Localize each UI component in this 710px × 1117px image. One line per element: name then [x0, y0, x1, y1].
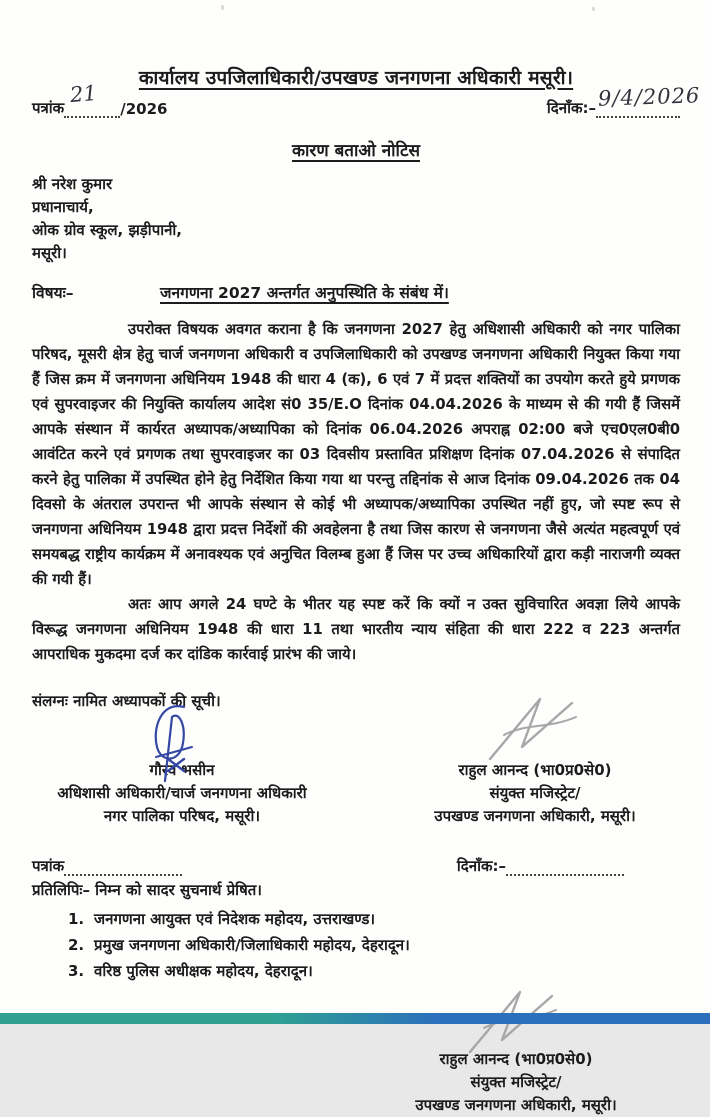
letter-meta-row: [32, 80, 701, 118]
letter-number-handwritten: 21: [69, 80, 98, 108]
bottom-signatory-name: राहुल आनन्द (भा0प्र0से0): [439, 1050, 593, 1068]
addressee-name: श्री नरेश कुमार: [32, 175, 113, 193]
notice-title: कारण बताओ नोटिस: [291, 141, 421, 161]
addressee-block: [32, 173, 680, 265]
letter-number-line: [64, 80, 120, 118]
copy-date-label: दिनाँक:–: [456, 857, 506, 875]
signatory-left-designation-1: अधिशासी अधिकारी/चार्ज जनगणना अधिकारी: [57, 784, 307, 802]
copy-item-text: प्रमुख जनगणना अधिकारी/जिलाधिकारी महोदय, देहरादून।: [94, 936, 410, 954]
addressee-designation: प्रधानाचार्य,: [32, 198, 94, 216]
letter-date-label: दिनाँक:–: [546, 99, 596, 117]
signatory-right-designation-1: संयुक्त मजिस्ट्रेट/: [489, 784, 581, 802]
letter-date: [546, 83, 701, 118]
addressee-institution: ओक ग्रोव स्कूल, झड़ीपानी,: [32, 221, 183, 239]
body-paragraph-1: उपरोक्त विषयक अवगत कराना है कि जनगणना 2027 हेतु अधिशासी अधिकारी को नगर पालिका परिषद, मूसरी क्षेत्र हेतु चार्ज जनगणना अधिकारी व उपजिलाधिकारी को उपखण्ड जनगणना अधिकारी नियुक्त किया गया हैं जिस क्रम में जनगणना अधिनियम 1948 की धारा 4 (क), 6 एवं 7 में प्रदत्त शक्तियों का उपयोग करते हुये प्रगणक एवं सुपरवाइजर की नियुक्ति कार्यालय आदेश सं0 35/E.O दिनांक 04.04.2026 के माध्यम से की गयी हैं जिसमें आपके संस्थान में कार्यरत अध्यापक/अध्यापिका को दिनांक 06.04.2026 अपराह्न 02:00 बजे एच0एल0बी0 आवंटित करने एवं प्रगणक तथा सुपरवाइजर का 03 दिवसीय प्रस्तावित प्रशिक्षण दिनांक 07.04.2026 से संपादित करने हेतु पालिका में उपस्थित होने हेतु निर्देशित किया गया था परन्तु तद्दिनांक से आज दिनांक 09.04.2026 तक 04 दिवसो के अंतराल उपरान्त भी आपके संस्थान से कोई भी अध्यापक/अध्यापिका उपस्थित नहीं हुए, जो स्पष्ट रूप से जनगणना अधिनियम 1948 द्वारा प्रदत्त निर्देशों की अवहेलना है तथा जिस कारण से जनगणना जैसे अत्यंत महत्वपूर्ण एवं समयबद्ध राष्ट्रीय कार्यक्रम में अनावश्यक एवं अनुचित विलम्ब हुआ हैं जिस पर उच्च अधिकारियों द्वारा कड़ी नाराजगी व्यक्त की गयी हैं।: [32, 321, 680, 588]
footer-color-bar: [0, 1013, 710, 1024]
signatory-right-designation-2: उपखण्ड जनगणना अधिकारी, मसूरी।: [434, 807, 636, 825]
enclosure-line: संलग्नः नामित अध्यापकों की सूची।: [32, 692, 221, 710]
copy-item-number: 2.: [68, 936, 85, 954]
copy-meta-row: [32, 856, 680, 876]
subject-label: विषयः–: [32, 284, 74, 302]
copy-letter-number: [32, 856, 182, 876]
signatory-left-name: गौरव भसीन: [149, 761, 215, 779]
signatory-right: [390, 759, 680, 828]
letter-number-label: पत्रांक: [32, 99, 65, 117]
letter-date-line: [596, 83, 701, 118]
signature-row: [32, 759, 680, 828]
bottom-signatory: [366, 1048, 666, 1117]
copy-list-item: [32, 958, 680, 984]
subject-row: [32, 281, 680, 303]
subject-text: जनगणना 2027 अन्तर्गत अनुपस्थिति के संबंध में।: [160, 284, 449, 302]
bottom-signatory-designation-1: संयुक्त मजिस्ट्रेट/: [470, 1073, 562, 1091]
copy-letter-number-line: [64, 860, 182, 876]
signatory-left: [32, 759, 332, 828]
letter-number: [32, 80, 168, 118]
copy-item-number: 3.: [68, 962, 85, 980]
body-paragraph-2: अतः आप अगले 24 घण्टे के भीतर यह स्पष्ट करें कि क्यों न उक्त सुविचारित अवज्ञा लिये आपके विरूद्ध जनगणना अधिनियम 1948 की धारा 11 तथा भारतीय न्याय संहिता की धारा 222 व 223 अन्तर्गत आपराधिक मुकदमा दर्ज कर दांडिक कार्रवाई प्रारंभ की जाये।: [32, 596, 680, 663]
addressee-city: मसूरी।: [32, 244, 67, 262]
copy-list: [32, 906, 680, 984]
copy-date: [457, 856, 624, 876]
copy-list-item: [32, 906, 680, 932]
copy-date-line: [506, 860, 624, 876]
copy-item-text: वरिष्ठ पुलिस अधीक्षक महोदय, देहरादून।: [94, 962, 313, 980]
office-header: कार्यालय उपजिलाधिकारी/उपखण्ड जनगणना अधिकारी मसूरी।: [138, 67, 574, 89]
copy-item-text: जनगणना आयुक्त एवं निदेशक महोदय, उत्तराखण्ड।: [94, 910, 376, 928]
copy-list-item: [32, 932, 680, 958]
bottom-signatory-designation-2: उपखण्ड जनगणना अधिकारी, मसूरी।: [415, 1096, 617, 1114]
copy-letter-number-label: पत्रांक: [32, 857, 65, 875]
signatory-left-designation-2: नगर पालिका परिषद, मसूरी।: [103, 807, 261, 825]
letter-number-suffix: /2026: [120, 100, 168, 118]
copies-heading: प्रतिलिपिः– निम्न को सादर सुचनार्थ प्रेषित।: [32, 881, 262, 899]
copy-item-number: 1.: [68, 910, 85, 928]
letter-date-handwritten: 9/4/2026: [597, 83, 701, 111]
signatory-right-name: राहुल आनन्द (भा0प्र0से0): [458, 761, 612, 779]
